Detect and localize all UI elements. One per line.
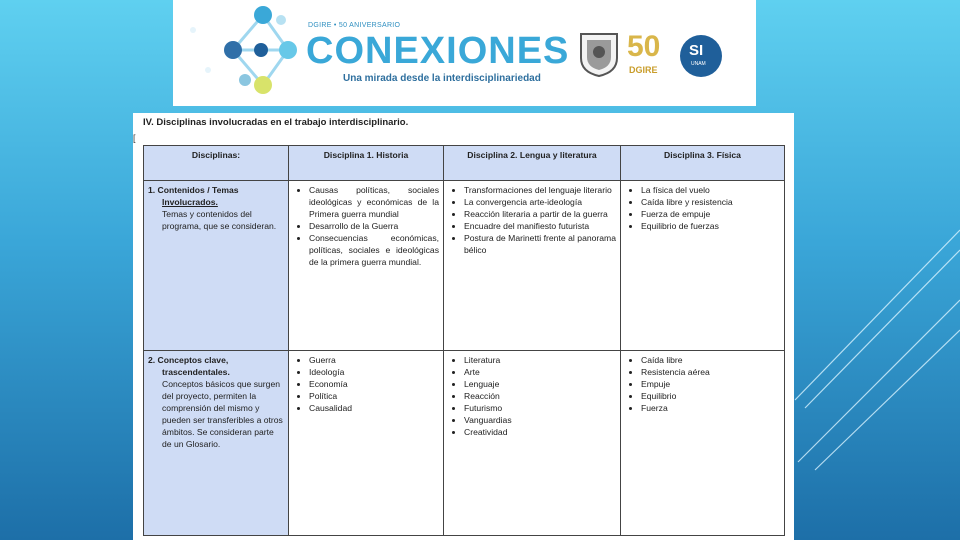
- list-item: • Reacción literaria a partir de la guerra: [464, 208, 616, 220]
- header-fisica: Disciplina 3. Física: [621, 146, 785, 181]
- row-description: Temas y contenidos del programa, que se consideran.: [162, 209, 277, 232]
- list-item: • Transformaciones del lenguaje literario: [464, 184, 616, 196]
- list-item: • Fuerza de empuje: [641, 208, 780, 220]
- si-unam-logo: [680, 35, 722, 77]
- list-item: • Caída libre y resistencia: [641, 196, 780, 208]
- list-item: • Caída libre: [641, 354, 780, 366]
- disciplines-table: [143, 145, 785, 536]
- row-header-conceptos: [144, 351, 289, 536]
- bullet-list: [448, 354, 616, 438]
- header-lengua: Disciplina 2. Lengua y literatura: [444, 146, 621, 181]
- list-item: • Encuadre del manifiesto futurista: [464, 220, 616, 232]
- bullet-list: [625, 184, 780, 232]
- bullet-list: [293, 354, 439, 414]
- dgire-logo-number: 50: [627, 30, 661, 63]
- molecule-logo-icon: [173, 0, 303, 106]
- list-item: • Economía: [309, 378, 439, 390]
- list-item: • Reacción: [464, 390, 616, 402]
- header-disciplinas: Disciplinas:: [144, 146, 289, 181]
- list-item: • Equilibrio: [641, 390, 780, 402]
- row-title-underlined: Involucrados.: [162, 197, 218, 208]
- unam-seal-icon: [577, 30, 621, 78]
- list-item: • Creatividad: [464, 426, 616, 438]
- bullet-list: [448, 184, 616, 256]
- list-item: • Fuerza: [641, 402, 780, 414]
- section-heading: IV. Disciplinas involucradas en el trabajo interdisciplinario.: [143, 117, 409, 128]
- list-item: • Desarrollo de la Guerra: [309, 220, 439, 232]
- list-item: • Lenguaje: [464, 378, 616, 390]
- banner-title: CONEXIONES: [306, 30, 570, 72]
- table-row-contenidos: [144, 181, 785, 351]
- table-row-conceptos: [144, 351, 785, 536]
- list-item: • Futurismo: [464, 402, 616, 414]
- list-item: • Ideología: [309, 366, 439, 378]
- list-item: • Causalidad: [309, 402, 439, 414]
- bullet-list: [625, 354, 780, 414]
- cell-historia-contenidos: [289, 181, 444, 351]
- cell-historia-conceptos: [289, 351, 444, 536]
- list-item: • Postura de Marinetti frente al panorama bélico: [464, 232, 616, 256]
- list-item: • Arte: [464, 366, 616, 378]
- cell-lengua-contenidos: [444, 181, 621, 351]
- list-item: • Política: [309, 390, 439, 402]
- si-logo-small-text: UNAM: [691, 61, 706, 67]
- si-logo-text: SI: [689, 42, 704, 59]
- row-description: Conceptos básicos que surgen del proyecto, permiten la comprensión del mismo y pueden ser transferibles a otros ámbitos. Se consideran parte de un Glosario.: [162, 379, 283, 450]
- list-item: • La convergencia arte-ideología: [464, 196, 616, 208]
- bullet-list: [293, 184, 439, 268]
- dgire-logo-text: DGIRE: [629, 65, 658, 75]
- list-item: • Consecuencias económicas, políticas, sociales e ideológicas de la primera guerra mundial.: [309, 232, 439, 268]
- list-item: • Literatura: [464, 354, 616, 366]
- list-item: • Vanguardias: [464, 414, 616, 426]
- list-item: • Resistencia aérea: [641, 366, 780, 378]
- banner-subtitle: Una mirada desde la interdisciplinariedad: [343, 73, 541, 84]
- anniversary-text: DGIRE • 50 ANIVERSARIO: [308, 22, 401, 29]
- row-title: 2. Conceptos clave,: [148, 355, 229, 365]
- list-item: • Equilibrio de fuerzas: [641, 220, 780, 232]
- cell-fisica-conceptos: [621, 351, 785, 536]
- margin-marker: [: [133, 133, 136, 143]
- row-title: 1. Contenidos / Temas: [148, 185, 239, 195]
- row-header-contenidos: [144, 181, 289, 351]
- cell-fisica-contenidos: [621, 181, 785, 351]
- dgire-logo: [625, 30, 673, 76]
- cell-lengua-conceptos: [444, 351, 621, 536]
- list-item: • Empuje: [641, 378, 780, 390]
- list-item: • Causas políticas, sociales ideológicas y económicas de la Primera guerra mundial: [309, 184, 439, 220]
- document-page: [133, 113, 794, 540]
- conexiones-banner: [173, 0, 756, 106]
- list-item: • La física del vuelo: [641, 184, 780, 196]
- list-item: • Guerra: [309, 354, 439, 366]
- table-header-row: [144, 146, 785, 181]
- row-title-underlined: trascendentales.: [162, 367, 230, 378]
- header-historia: Disciplina 1. Historia: [289, 146, 444, 181]
